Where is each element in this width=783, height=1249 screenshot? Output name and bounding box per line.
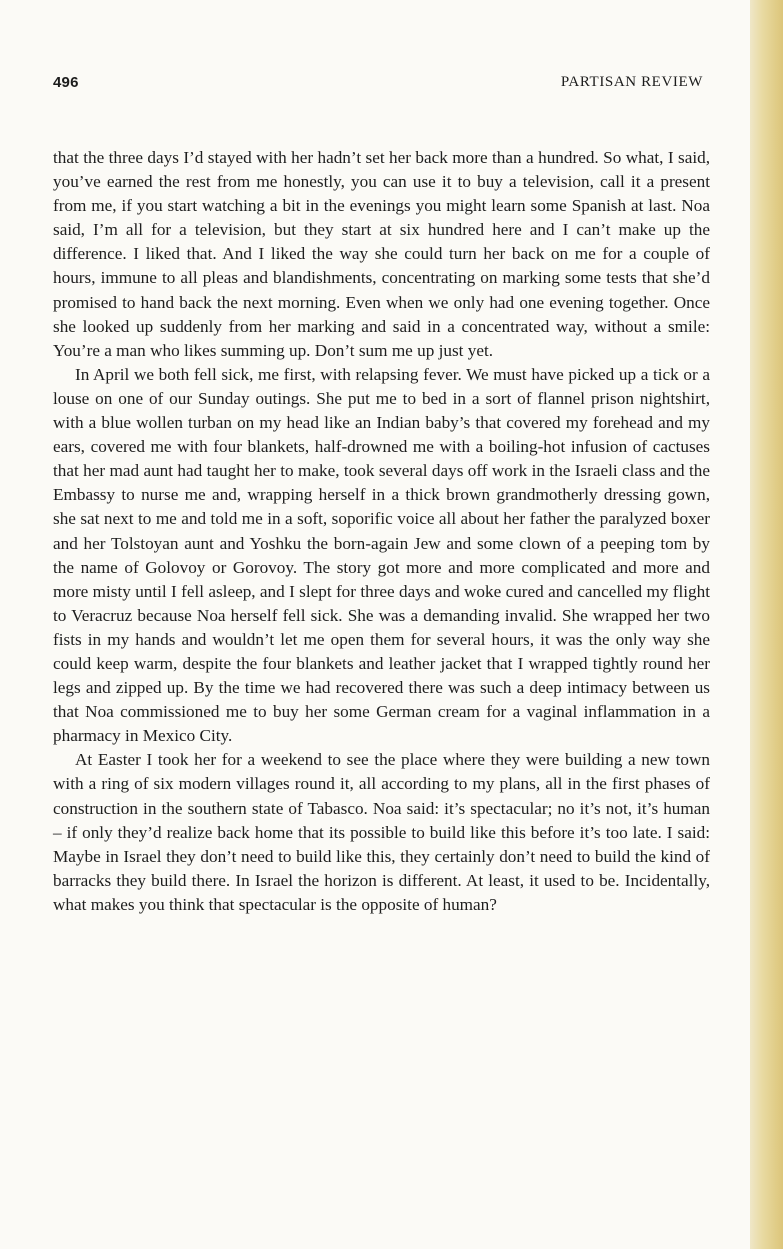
paragraph-2: In April we both fell sick, me first, with relapsing fever. We must have picked up a tick or a louse on one of our Sunday outings. She put me to bed in a sort of flannel prison nightshirt, with a blue wollen turban on my head like an Indian baby’s that covered my forehead and my ears, covered me with four blankets, half-drowned me with a boiling-hot infusion of cactuses that her mad aunt had taught her to make, took several days off work in the Israeli class and the Embassy to nurse me and, wrapping herself in a thick brown grandmotherly dressing gown, she sat next to me and told me in a soft, soporific voice all about her father the paralyzed boxer and her Tolstoyan aunt and Yoshku the born-again Jew and some clown of a peeping tom by the name of Golovoy or Gorovoy. The story got more and more complicated and more and more misty until I fell asleep, and I slept for three days and woke cured and cancelled my flight to Veracruz because Noa herself fell sick. She was a demanding invalid. She wrapped her two fists in my hands and wouldn’t let me open them for several hours, it was the only way she could keep warm, despite the four blankets and leather jacket that I wrapped tightly round her legs and zipped up. By the time we had recovered there was such a deep intimacy between us that Noa commissioned me to buy her some German cream for a vaginal inflammation in a pharmacy in Mexico City. (53, 364, 710, 746)
body-text (53, 146, 710, 917)
paragraph-1: that the three days I’d stayed with her hadn’t set her back more than a hundred. So what, I said, you’ve earned the rest from me honestly, you can use it to buy a television, call it a present from me, if you start watching a bit in the evenings you might learn some Spanish at last. Noa said, I’m all for a television, but they start at six hundred here and I can’t make up the difference. I liked that. And I liked the way she could turn her back on me for a couple of hours, immune to all pleas and blandishments, concentrating on marking some tests that she’d promised to hand back the next morning. Even when we only had one evening together. Once she looked up suddenly from her marking and said in a concentrated way, without a smile: You’re a man who likes summing up. Don’t sum me up just yet. (53, 148, 710, 360)
paragraph-3: At Easter I took her for a weekend to see the place where they were building a new town with a ring of six modern villages round it, all according to my plans, all in the first phases of construction in the southern state of Tabasco. Noa said: it’s spectacular; no it’s not, it’s human – if only they’d realize back home that its possible to build like this before it’s too late. I said: Maybe in Israel they don’t need to build like this, they certainly don’t need to build the kind of barracks they build there. In Israel the horizon is different. At least, it used to be. Incidentally, what makes you think that spectacular is the opposite of human? (53, 750, 710, 914)
page-header (53, 72, 707, 96)
page-number: 496 (53, 74, 79, 91)
page-edge (750, 0, 783, 1249)
running-head: PARTISAN REVIEW (560, 74, 703, 90)
